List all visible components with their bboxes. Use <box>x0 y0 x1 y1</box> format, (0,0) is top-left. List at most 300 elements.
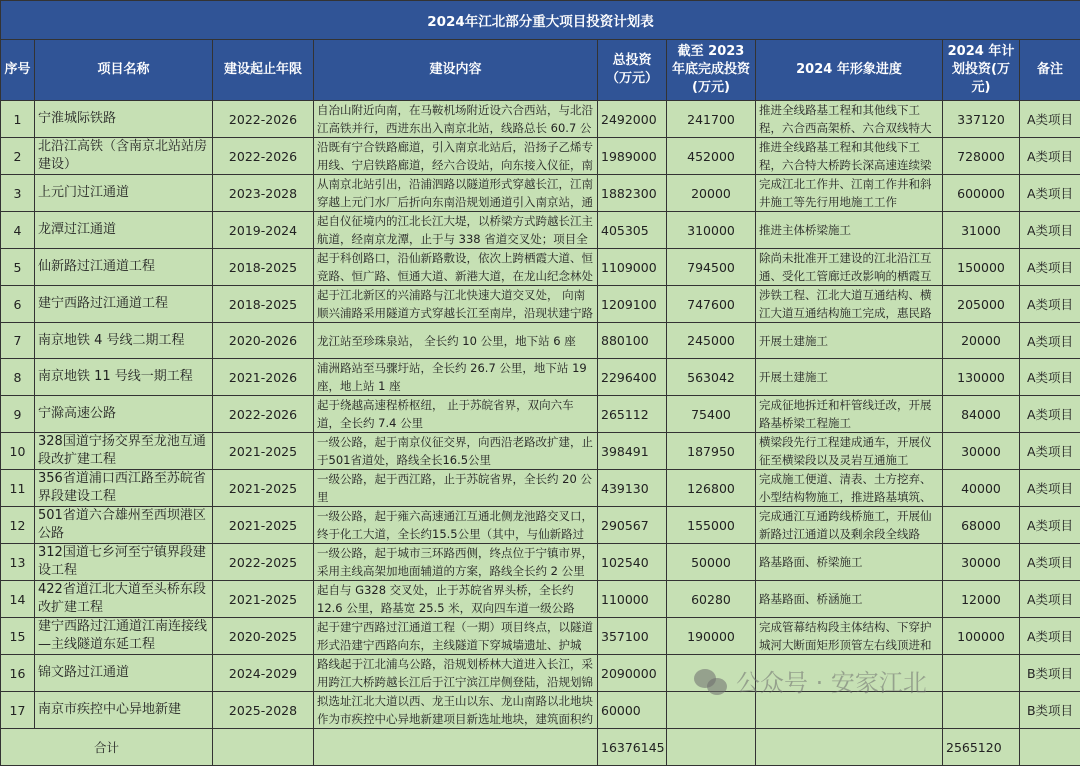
project-name: 南京市疾控中心异地新建 <box>38 701 209 719</box>
header-name: 项目名称 <box>35 40 213 101</box>
years-cell <box>213 507 314 544</box>
total-investment-cell <box>598 359 667 396</box>
row-no: 7 <box>4 333 31 348</box>
years-cell <box>213 212 314 249</box>
total-plan: 2565120 <box>943 729 1020 766</box>
project-name-cell <box>35 618 213 655</box>
done-investment-cell <box>667 470 756 507</box>
total-investment-cell <box>598 544 667 581</box>
row-no: 16 <box>4 666 31 681</box>
done-investment-cell <box>667 101 756 138</box>
total-investment: 1109000 <box>601 260 663 275</box>
row-no: 10 <box>4 444 31 459</box>
row-no-cell <box>1 175 35 212</box>
done-investment: 126800 <box>670 481 752 496</box>
row-no-cell <box>1 101 35 138</box>
total-investment-cell <box>598 175 667 212</box>
done-investment: 190000 <box>670 629 752 644</box>
project-name-cell <box>35 470 213 507</box>
done-investment: 241700 <box>670 112 752 127</box>
total-investment: 1882300 <box>601 186 663 201</box>
plan-investment: 205000 <box>946 297 1016 312</box>
plan-investment: 68000 <box>946 518 1016 533</box>
note: A类项目 <box>1023 516 1077 534</box>
plan-investment-cell <box>943 249 1020 286</box>
note: A类项目 <box>1023 332 1077 350</box>
table-row <box>1 286 1080 323</box>
header-years: 建设起止年限 <box>213 40 314 101</box>
content: 起于建宁西路过江通道工程（一期）项目终点，以隧道形式沿建宁西路向东，主线隧道下穿城墙遗址、护城 <box>317 618 594 654</box>
done-investment-cell <box>667 655 756 692</box>
project-name: 建宁西路过江通道工程 <box>38 295 209 313</box>
total-investment: 60000 <box>601 703 663 718</box>
progress: 完成施工便道、清表、土方挖弃、小型结构物施工，推进路基填筑、 <box>759 470 939 506</box>
empty-cell <box>213 729 314 766</box>
project-name-cell <box>35 249 213 286</box>
plan-investment: 600000 <box>946 186 1016 201</box>
note-cell <box>1020 101 1080 138</box>
row-no: 9 <box>4 407 31 422</box>
content: 起于绕越高速程桥枢纽， 止于苏皖省界，双向六车道，全长约 7.4 公里 <box>317 396 594 432</box>
content-cell <box>314 692 598 729</box>
content-cell <box>314 655 598 692</box>
plan-investment-cell <box>943 101 1020 138</box>
project-name: 501省道六合雄州至西坝港区公路 <box>38 507 209 543</box>
note: A类项目 <box>1023 258 1077 276</box>
progress-cell <box>756 175 943 212</box>
progress-cell <box>756 286 943 323</box>
total-investment: 2090000 <box>601 666 663 681</box>
progress: 横梁段先行工程建成通车，开展仪征至横梁段以及灵岩互通施工 <box>759 433 939 469</box>
header-row <box>1 40 1080 101</box>
table-row <box>1 249 1080 286</box>
row-no: 11 <box>4 481 31 496</box>
years: 2019-2024 <box>216 223 310 238</box>
table-row <box>1 212 1080 249</box>
header-content: 建设内容 <box>314 40 598 101</box>
years: 2022-2026 <box>216 149 310 164</box>
project-name-cell <box>35 175 213 212</box>
note-cell <box>1020 323 1080 359</box>
progress-cell <box>756 618 943 655</box>
done-investment: 75400 <box>670 407 752 422</box>
content-cell <box>314 323 598 359</box>
years: 2025-2028 <box>216 703 310 718</box>
done-investment: 563042 <box>670 370 752 385</box>
years-cell <box>213 618 314 655</box>
empty-cell <box>756 729 943 766</box>
content-cell <box>314 286 598 323</box>
done-investment-cell <box>667 581 756 618</box>
header-note: 备注 <box>1020 40 1080 101</box>
header-no: 序号 <box>1 40 35 101</box>
total-investment-cell <box>598 618 667 655</box>
total-label: 合计 <box>1 729 213 766</box>
total-investment: 16376145 <box>598 729 667 766</box>
years: 2022-2026 <box>216 112 310 127</box>
row-no-cell <box>1 323 35 359</box>
note: A类项目 <box>1023 368 1077 386</box>
row-no: 8 <box>4 370 31 385</box>
total-investment-cell <box>598 286 667 323</box>
progress: 推进全线路基工程和其他线下工程，六合西高架桥、六合双线特大 <box>759 101 939 137</box>
header-progress: 2024 年形象进度 <box>756 40 943 101</box>
years-cell <box>213 396 314 433</box>
plan-investment: 30000 <box>946 444 1016 459</box>
done-investment-cell <box>667 175 756 212</box>
plan-investment: 12000 <box>946 592 1016 607</box>
plan-investment: 30000 <box>946 555 1016 570</box>
table-row <box>1 323 1080 359</box>
content: 起自仪征境内的江北长江大堤，以桥梁方式跨越长江主航道，经南京龙潭，止于与 338 省道交叉处；项目全 <box>317 212 594 248</box>
project-name-cell <box>35 212 213 249</box>
note-cell <box>1020 692 1080 729</box>
progress-cell <box>756 544 943 581</box>
progress-cell <box>756 396 943 433</box>
content-cell <box>314 507 598 544</box>
watermark-text: 公众号 · 安家江北 <box>736 668 927 698</box>
project-name-cell <box>35 323 213 359</box>
plan-investment: 20000 <box>946 333 1016 348</box>
content-cell <box>314 359 598 396</box>
total-investment-cell <box>598 581 667 618</box>
years-cell <box>213 101 314 138</box>
note-cell <box>1020 396 1080 433</box>
total-investment: 880100 <box>601 333 663 348</box>
done-investment-cell <box>667 249 756 286</box>
progress: 涉铁工程、江北大道互通结构、横江大道互通结构施工完成，惠民路 <box>759 286 939 322</box>
content: 自冶山附近向南，在马鞍机场附近设六合西站，与北沿江高铁并行，西进东出入南京北站，线路总长 60.7 公 <box>317 101 594 137</box>
note: A类项目 <box>1023 221 1077 239</box>
plan-investment-cell <box>943 396 1020 433</box>
total-investment-cell <box>598 692 667 729</box>
empty-cell <box>1020 729 1080 766</box>
years-cell <box>213 249 314 286</box>
done-investment-cell <box>667 359 756 396</box>
progress: 完成通江互通跨线桥施工，开展仙新路过江通道以及剩余段全线路 <box>759 507 939 543</box>
plan-investment-cell <box>943 359 1020 396</box>
note-cell <box>1020 286 1080 323</box>
project-name: 宁滁高速公路 <box>38 405 209 423</box>
note: A类项目 <box>1023 590 1077 608</box>
content: 一级公路，起于西江路，止于苏皖省界，全长约 20 公里 <box>317 470 594 506</box>
years-cell <box>213 581 314 618</box>
done-investment-cell <box>667 396 756 433</box>
note: B类项目 <box>1023 701 1077 719</box>
row-no-cell <box>1 581 35 618</box>
content-cell <box>314 581 598 618</box>
content: 从南京北站引出，沿浦泗路以隧道形式穿越长江，江南穿越上元门水厂后折向东南沿规划通道引入南京站，通 <box>317 175 594 211</box>
note: A类项目 <box>1023 479 1077 497</box>
years-cell <box>213 359 314 396</box>
content-cell <box>314 138 598 175</box>
note-cell <box>1020 175 1080 212</box>
content-cell <box>314 249 598 286</box>
total-investment-cell <box>598 323 667 359</box>
project-name-cell <box>35 544 213 581</box>
project-name-cell <box>35 101 213 138</box>
note-cell <box>1020 433 1080 470</box>
content: 一级公路，起于南京仪征交界，向西沿老路改扩建，止于501省道处，路线全长16.5公里 <box>317 433 594 469</box>
table-row <box>1 396 1080 433</box>
total-investment: 265112 <box>601 407 663 422</box>
note: A类项目 <box>1023 553 1077 571</box>
content: 浦洲路站至马骤圩站，全长约 26.7 公里，地下站 19 座，地上站 1 座 <box>317 359 594 395</box>
project-name-cell <box>35 286 213 323</box>
plan-investment: 100000 <box>946 629 1016 644</box>
years: 2020-2025 <box>216 629 310 644</box>
row-no-cell <box>1 359 35 396</box>
total-investment: 439130 <box>601 481 663 496</box>
done-investment: 310000 <box>670 223 752 238</box>
done-investment-cell <box>667 507 756 544</box>
plan-investment-cell <box>943 138 1020 175</box>
row-no: 1 <box>4 112 31 127</box>
note-cell <box>1020 618 1080 655</box>
years-cell <box>213 470 314 507</box>
done-investment: 245000 <box>670 333 752 348</box>
progress-cell <box>756 212 943 249</box>
done-investment-cell <box>667 433 756 470</box>
progress-cell <box>756 507 943 544</box>
progress: 完成管幕结构段主体结构、下穿护城河大断面矩形顶管左右线顶进和 <box>759 618 939 654</box>
progress: 推进全线路基工程和其他线下工程，六合特大桥跨长深高速连续梁 <box>759 138 939 174</box>
header-total: 总投资（万元） <box>598 40 667 101</box>
years: 2022-2025 <box>216 555 310 570</box>
progress: 除尚未批准开工建设的江北沿江互通、受化工管廊迁改影响的栖霞互 <box>759 249 939 285</box>
project-name-cell <box>35 433 213 470</box>
done-investment-cell <box>667 286 756 323</box>
content-cell <box>314 618 598 655</box>
total-investment-cell <box>598 249 667 286</box>
plan-investment-cell <box>943 323 1020 359</box>
content: 沿既有宁合铁路廊道，引入南京北站后，沿扬子乙烯专用线、宁启铁路廊道，经六合设站，向东接入仪征，南 <box>317 138 594 174</box>
note: A类项目 <box>1023 442 1077 460</box>
row-no: 3 <box>4 186 31 201</box>
years: 2021-2026 <box>216 370 310 385</box>
empty-cell <box>314 729 598 766</box>
content-cell <box>314 433 598 470</box>
progress-cell <box>756 581 943 618</box>
years: 2021-2025 <box>216 444 310 459</box>
content-cell <box>314 544 598 581</box>
content: 起自与 G328 交叉处，止于苏皖省界头桥，全长约 12.6 公里，路基宽 25.5 米，双向四车道一级公路 <box>317 581 594 617</box>
note-cell <box>1020 544 1080 581</box>
row-no: 4 <box>4 223 31 238</box>
done-investment: 155000 <box>670 518 752 533</box>
project-name: 建宁西路过江通道江南连接线—主线隧道东延工程 <box>38 618 209 654</box>
progress: 开展土建施工 <box>759 368 939 386</box>
table-row <box>1 101 1080 138</box>
plan-investment-cell <box>943 655 1020 692</box>
project-name: 锦文路过江通道 <box>38 664 209 682</box>
years-cell <box>213 138 314 175</box>
total-investment-cell <box>598 138 667 175</box>
total-investment: 357100 <box>601 629 663 644</box>
row-no-cell <box>1 433 35 470</box>
done-investment: 452000 <box>670 149 752 164</box>
content-cell <box>314 396 598 433</box>
table-row <box>1 507 1080 544</box>
done-investment-cell <box>667 212 756 249</box>
note-cell <box>1020 655 1080 692</box>
plan-investment-cell <box>943 175 1020 212</box>
table-row <box>1 433 1080 470</box>
note: A类项目 <box>1023 295 1077 313</box>
progress: 路基路面、桥梁施工 <box>759 553 939 571</box>
table-row <box>1 138 1080 175</box>
plan-investment: 728000 <box>946 149 1016 164</box>
empty-cell <box>667 729 756 766</box>
project-name-cell <box>35 655 213 692</box>
progress-cell <box>756 249 943 286</box>
done-investment: 794500 <box>670 260 752 275</box>
project-name-cell <box>35 138 213 175</box>
done-investment-cell <box>667 618 756 655</box>
project-name-cell <box>35 359 213 396</box>
total-investment: 290567 <box>601 518 663 533</box>
progress-cell <box>756 655 943 692</box>
table-title: 2024年江北部分重大项目投资计划表 <box>1 1 1080 40</box>
project-name: 南京地铁 4 号线二期工程 <box>38 332 209 350</box>
project-name: 宁淮城际铁路 <box>38 110 209 128</box>
plan-investment-cell <box>943 581 1020 618</box>
project-name: 北沿江高铁（含南京北站站房建设） <box>38 138 209 174</box>
project-name: 312国道七乡河至宁镇界段建设工程 <box>38 544 209 580</box>
total-investment: 110000 <box>601 592 663 607</box>
done-investment: 60280 <box>670 592 752 607</box>
project-name: 356省道浦口西江路至苏皖省界段建设工程 <box>38 470 209 506</box>
table-row <box>1 692 1080 729</box>
row-no: 13 <box>4 555 31 570</box>
years: 2021-2025 <box>216 518 310 533</box>
plan-investment-cell <box>943 212 1020 249</box>
progress: 路基路面、桥涵施工 <box>759 590 939 608</box>
row-no: 2 <box>4 149 31 164</box>
content: 起于江北新区的兴浦路与江北快速大道交叉处， 向南顺兴浦路采用隧道方式穿越长江至南岸，沿现状建宁路 <box>317 286 594 322</box>
note: B类项目 <box>1023 664 1077 682</box>
header-plan: 2024 年计划投资(万元) <box>943 40 1020 101</box>
total-investment-cell <box>598 655 667 692</box>
note-cell <box>1020 507 1080 544</box>
project-name: 龙潭过江通道 <box>38 221 209 239</box>
note-cell <box>1020 212 1080 249</box>
total-investment-cell <box>598 396 667 433</box>
content: 一级公路，起于城市三环路西侧，终点位于宁镇市界，采用主线高架加地面辅道的方案，路线全长约 2 公里 <box>317 544 594 580</box>
done-investment: 50000 <box>670 555 752 570</box>
years-cell <box>213 544 314 581</box>
content-cell <box>314 212 598 249</box>
plan-investment-cell <box>943 544 1020 581</box>
years-cell <box>213 655 314 692</box>
progress: 开展土建施工 <box>759 332 939 350</box>
content: 路线起于江北浦乌公路，沿规划桥林大道进入长江，采用跨江大桥跨越长江后于江宁滨江岸侧登陆，沿规划锦 <box>317 655 594 691</box>
content: 起于科创路口，沿仙新路敷设，依次上跨栖霞大道、恒竞路、恒广路、恒通大道、新港大道，在龙山纪念林处 <box>317 249 594 285</box>
note: A类项目 <box>1023 184 1077 202</box>
years-cell <box>213 323 314 359</box>
progress: 完成江北工作井、江南工作井和斜井施工等先行用地施工工作 <box>759 175 939 211</box>
plan-investment-cell <box>943 470 1020 507</box>
done-investment-cell <box>667 323 756 359</box>
years: 2021-2025 <box>216 481 310 496</box>
done-investment-cell <box>667 692 756 729</box>
row-no: 17 <box>4 703 31 718</box>
total-investment-cell <box>598 470 667 507</box>
content-cell <box>314 470 598 507</box>
note-cell <box>1020 249 1080 286</box>
row-no: 6 <box>4 297 31 312</box>
plan-investment: 130000 <box>946 370 1016 385</box>
row-no-cell <box>1 212 35 249</box>
progress-cell <box>756 692 943 729</box>
plan-investment-cell <box>943 507 1020 544</box>
row-no: 15 <box>4 629 31 644</box>
project-name-cell <box>35 396 213 433</box>
total-investment: 1989000 <box>601 149 663 164</box>
progress-cell <box>756 359 943 396</box>
content-cell <box>314 101 598 138</box>
years: 2021-2025 <box>216 592 310 607</box>
years: 2024-2029 <box>216 666 310 681</box>
project-name: 仙新路过江通道工程 <box>38 258 209 276</box>
done-investment-cell <box>667 138 756 175</box>
years: 2022-2026 <box>216 407 310 422</box>
note: A类项目 <box>1023 110 1077 128</box>
note-cell <box>1020 470 1080 507</box>
total-investment: 2296400 <box>601 370 663 385</box>
years: 2018-2025 <box>216 260 310 275</box>
plan-investment: 40000 <box>946 481 1016 496</box>
row-no-cell <box>1 544 35 581</box>
note: A类项目 <box>1023 147 1077 165</box>
row-no: 5 <box>4 260 31 275</box>
table-row <box>1 175 1080 212</box>
total-investment-cell <box>598 101 667 138</box>
total-investment: 398491 <box>601 444 663 459</box>
done-investment: 187950 <box>670 444 752 459</box>
row-no: 14 <box>4 592 31 607</box>
total-investment-cell <box>598 212 667 249</box>
row-no-cell <box>1 138 35 175</box>
row-no-cell <box>1 249 35 286</box>
years-cell <box>213 286 314 323</box>
row-no-cell <box>1 470 35 507</box>
total-investment: 2492000 <box>601 112 663 127</box>
note: A类项目 <box>1023 405 1077 423</box>
total-row <box>1 729 1080 766</box>
row-no-cell <box>1 692 35 729</box>
note-cell <box>1020 359 1080 396</box>
progress-cell <box>756 323 943 359</box>
project-name-cell <box>35 692 213 729</box>
project-name-cell <box>35 507 213 544</box>
done-investment: 20000 <box>670 186 752 201</box>
plan-investment: 84000 <box>946 407 1016 422</box>
project-name: 上元门过江通道 <box>38 184 209 202</box>
progress: 推进主体桥梁施工 <box>759 221 939 239</box>
project-name-cell <box>35 581 213 618</box>
row-no: 12 <box>4 518 31 533</box>
total-investment: 1209100 <box>601 297 663 312</box>
total-investment: 405305 <box>601 223 663 238</box>
plan-investment-cell <box>943 286 1020 323</box>
row-no-cell <box>1 655 35 692</box>
progress-cell <box>756 470 943 507</box>
total-investment-cell <box>598 507 667 544</box>
progress-cell <box>756 101 943 138</box>
years: 2023-2028 <box>216 186 310 201</box>
table-row <box>1 618 1080 655</box>
